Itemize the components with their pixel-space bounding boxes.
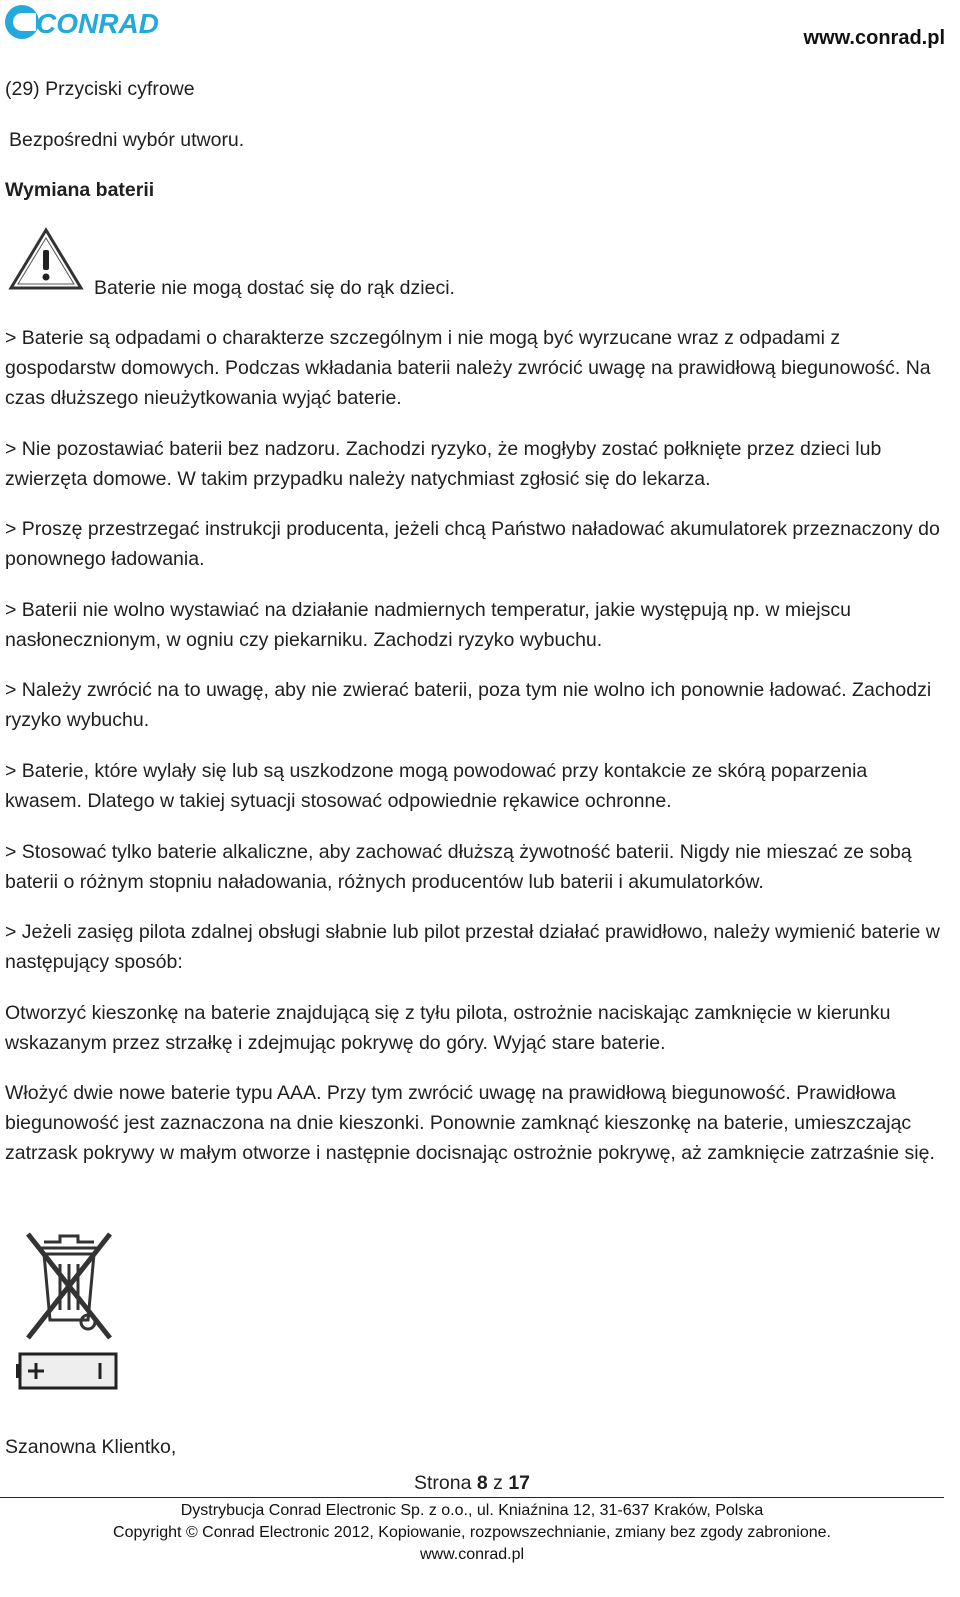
page-prefix: Strona [413,1472,477,1494]
paragraph-4: > Baterii nie wolno wystawiać na działanie nadmiernych temperatur, jakie występują np. w miejscu nasłonecznionym, w ogniu czy piekarniku. Zachodzi ryzyko wybuchu. [5,599,851,651]
header-url[interactable]: www.conrad.pl [803,27,945,49]
paragraph-1: > Baterie są odpadami o charakterze szczególnym i nie mogą być wyrzucane wraz z odpadami z gospodarstw domowych. Podczas wkładania baterii należy zwrócić uwagę na prawidłową biegunowość. Na czas dłuższego nieużytkowania wyjąć baterie. [5,327,931,409]
warning-text: Baterie nie mogą dostać się do rąk dzieci. [94,277,455,299]
page-current: 8 [476,1472,488,1494]
section-title: (29) Przyciski cyfrowe [5,78,195,100]
page-mid: z [487,1472,509,1494]
footer-url[interactable]: www.conrad.pl [419,1546,525,1563]
paragraph-10: Włożyć dwie nowe baterie typu AAA. Przy tym zwrócić uwagę na prawidłową biegunowość. Prawidłowa biegunowość jest zaznaczona na dnie kieszonki. Ponownie zamknąć kieszonkę na baterie, umieszczając zatrzask pokrywy w małym otworze i następnie docisnając ostrożnie pokrywę, aż zamknięcie zatrzaśnie się. [5,1082,935,1164]
conrad-logo [2,0,160,44]
battery-heading: Wymiana baterii [5,179,155,201]
logo-text: CONRAD [36,8,159,39]
paragraph-3: > Proszę przestrzegać instrukcji producenta, jeżeli chcą Państwo naładować akumulatorek przeznaczony do ponownego ładowania. [5,518,940,570]
section-description: Bezpośredni wybór utworu. [9,129,245,151]
page-total: 17 [508,1472,531,1494]
paragraph-5: > Należy zwrócić na to uwagę, aby nie zwierać baterii, poza tym nie wolno ich ponownie ładować. Zachodzi ryzyko wybuchu. [5,679,932,731]
crossed-bin-battery-icon [14,1220,124,1400]
paragraph-7: > Stosować tylko baterie alkaliczne, aby zachować dłuższą żywotność baterii. Nigdy nie mieszać ze sobą baterii o różnym stopniu naładowania, różnych producentów lub baterii i akumulatorków. [5,841,912,893]
page-number [0,1469,944,1497]
warning-triangle-icon [8,226,84,292]
paragraph-6: > Baterie, które wylały się lub są uszkodzone mogą powodować przy kontakcie ze skórą poparzenia kwasem. Dlatego w takiej sytuacji stosować odpowiednie rękawice ochronne. [5,760,868,812]
footer-divider [0,1497,944,1498]
paragraph-2: > Nie pozostawiać baterii bez nadzoru. Zachodzi ryzyko, że mogłyby zostać połknięte przez dzieci lub zwierzęta domowe. W takim przypadku należy natychmiast zgłosić się do lekarza. [5,438,882,490]
footer-copyright: Copyright © Conrad Electronic 2012, Kopiowanie, rozpowszechnianie, zmiany bez zgody zabronione. [113,1524,831,1541]
greeting: Szanowna Klientko, [5,1436,177,1458]
paragraph-9: Otworzyć kieszonkę na baterie znajdującą się z tyłu pilota, ostrożnie naciskając zamknięcie w kierunku wskazanym przez strzałkę i zdejmując pokrywę do góry. Wyjąć stare baterie. [5,1002,891,1054]
paragraph-8: > Jeżeli zasięg pilota zdalnej obsługi słabnie lub pilot przestał działać prawidłowo, należy wymienić baterie w następujący sposób: [5,921,940,973]
footer-company: Dystrybucja Conrad Electronic Sp. z o.o., ul. Kniaźnina 12, 31-637 Kraków, Polska [180,1502,764,1519]
